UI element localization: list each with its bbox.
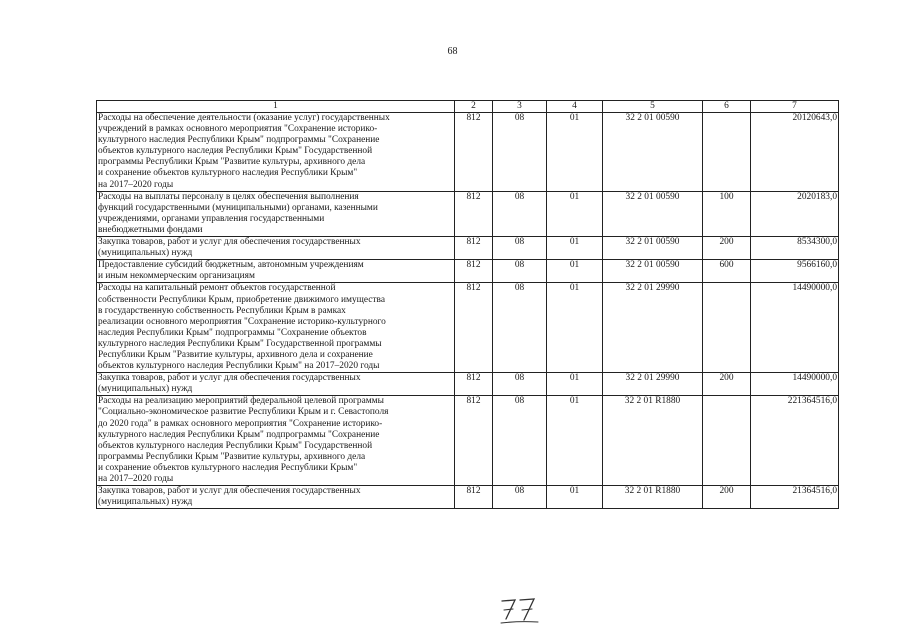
row-section: 08 [493,113,547,192]
row-ministry-code: 812 [455,486,493,509]
row-ministry-code: 812 [455,237,493,260]
row-section: 08 [493,237,547,260]
row-subsection: 01 [547,283,603,373]
row-section: 08 [493,191,547,236]
row-expense-type: 200 [703,486,751,509]
row-ministry-code: 812 [455,260,493,283]
table-row [97,237,839,260]
row-amount: 14490000,0 [751,373,839,396]
row-amount: 2020183,0 [751,191,839,236]
row-description: Предоставление субсидий бюджетным, автономным учреждениям и иным некоммерческим организациям [97,260,455,283]
table-row [97,113,839,192]
row-subsection: 01 [547,237,603,260]
header-col-1: 1 [97,101,455,113]
table-row [97,283,839,373]
row-target-article: 32 2 01 00590 [603,113,703,192]
row-target-article: 32 2 01 00590 [603,191,703,236]
row-target-article: 32 2 01 R1880 [603,396,703,486]
row-ministry-code: 812 [455,191,493,236]
row-amount: 221364516,0 [751,396,839,486]
row-section: 08 [493,396,547,486]
table-row [97,260,839,283]
row-ministry-code: 812 [455,396,493,486]
row-subsection: 01 [547,260,603,283]
row-description: Закупка товаров, работ и услуг для обеспечения государственных (муниципальных) нужд [97,237,455,260]
row-ministry-code: 812 [455,373,493,396]
row-target-article: 32 2 01 29990 [603,373,703,396]
row-subsection: 01 [547,396,603,486]
row-subsection: 01 [547,191,603,236]
header-col-2: 2 [455,101,493,113]
row-description: Расходы на реализацию мероприятий федеральной целевой программы "Социально-экономическое развитие Республики Крым и г. Севастополя до 2020 года" в рамках основного мероприятия "Сохранение историко- культурного наследия Республики Крым" подпрограммы "Сохранение объектов культурного наследия Республики Крым" Государственной программы Республики Крым "Развитие культуры, архивного дела и сохранение объектов культурного наследия Республики Крым" на 2017–2020 годы [97,396,455,486]
row-amount: 9566160,0 [751,260,839,283]
row-subsection: 01 [547,373,603,396]
table-row [97,486,839,509]
row-section: 08 [493,260,547,283]
header-col-4: 4 [547,101,603,113]
row-description: Закупка товаров, работ и услуг для обеспечения государственных (муниципальных) нужд [97,486,455,509]
row-section: 08 [493,373,547,396]
row-subsection: 01 [547,486,603,509]
row-target-article: 32 2 01 00590 [603,260,703,283]
row-expense-type: 200 [703,373,751,396]
page-number: 68 [447,46,458,57]
row-amount: 14490000,0 [751,283,839,373]
row-amount: 8534300,0 [751,237,839,260]
row-ministry-code: 812 [455,283,493,373]
header-col-7: 7 [751,101,839,113]
handwritten-number-image [498,592,542,626]
handwritten-signature [498,592,542,631]
row-target-article: 32 2 01 R1880 [603,486,703,509]
row-description: Расходы на выплаты персоналу в целях обеспечения выполнения функций государственными (муниципальными) органами, казенными учреждениями, органами управления государственными внебюджетными фондами [97,191,455,236]
row-description: Закупка товаров, работ и услуг для обеспечения государственных (муниципальных) нужд [97,373,455,396]
row-target-article: 32 2 01 00590 [603,237,703,260]
header-col-5: 5 [603,101,703,113]
row-expense-type: 600 [703,260,751,283]
table-row [97,396,839,486]
row-target-article: 32 2 01 29990 [603,283,703,373]
table-header-row [97,101,839,113]
row-description: Расходы на обеспечение деятельности (оказание услуг) государственных учреждений в рамках основного мероприятия "Сохранение историко- культурного наследия Республики Крым" подпрограммы "Сохранение объектов культурного наследия Республики Крым" Государственной программы Республики Крым "Развитие культуры, архивного дела и сохранение объектов культурного наследия Республики Крым" на 2017–2020 годы [97,113,455,192]
header-col-6: 6 [703,101,751,113]
table-row [97,373,839,396]
budget-table [96,100,839,509]
row-expense-type [703,113,751,192]
row-description: Расходы на капитальный ремонт объектов государственной собственности Республики Крым, приобретение движимого имущества в государственную собственность Республики Крым в рамках реализации основного мероприятия "Сохранение историко-культурного наследия Республики Крым" подпрограммы "Сохранение объектов культурного наследия Республики Крым" Государственной программы Республики Крым "Развитие культуры, архивного дела и сохранение объектов культурного наследия Республики Крым" на 2017–2020 годы [97,283,455,373]
row-ministry-code: 812 [455,113,493,192]
row-expense-type: 100 [703,191,751,236]
row-section: 08 [493,486,547,509]
row-subsection: 01 [547,113,603,192]
row-section: 08 [493,283,547,373]
row-expense-type [703,283,751,373]
row-expense-type: 200 [703,237,751,260]
header-col-3: 3 [493,101,547,113]
row-amount: 21364516,0 [751,486,839,509]
row-amount: 20120643,0 [751,113,839,192]
table-row [97,191,839,236]
row-expense-type [703,396,751,486]
